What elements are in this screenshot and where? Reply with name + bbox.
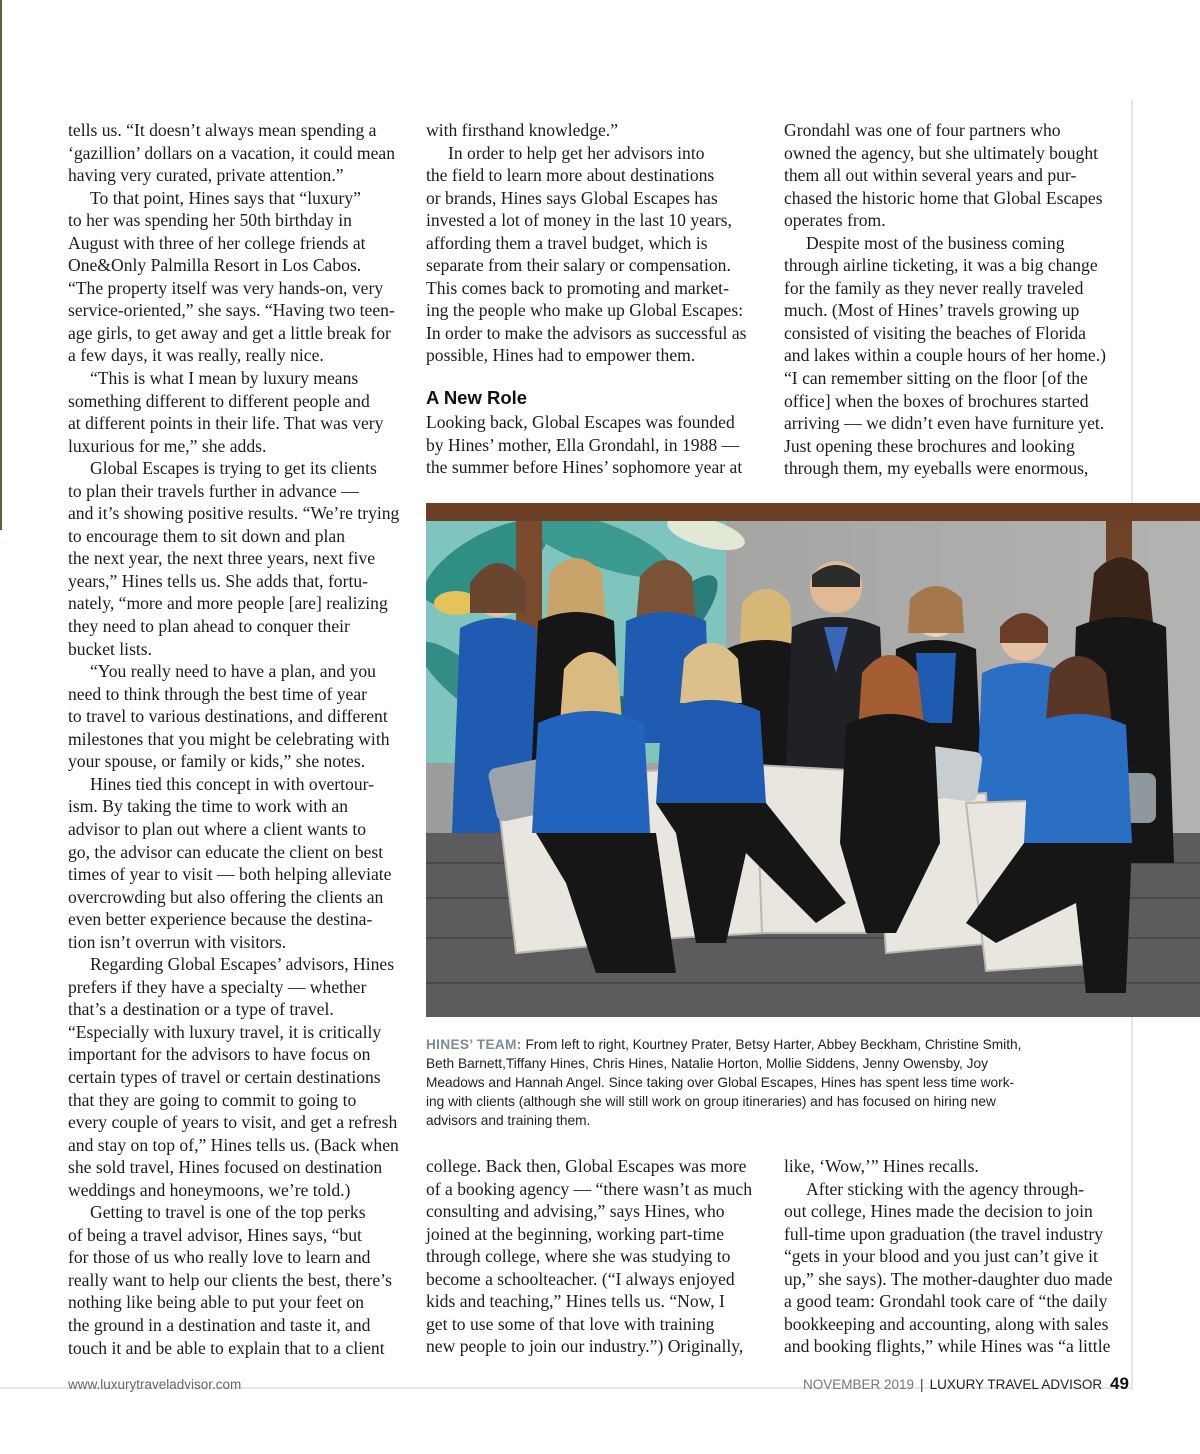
caption-line: ing with clients (although she will still work on group itineraries) and has focused on hiring new	[426, 1094, 996, 1109]
text-line: at different points in their life. That was very	[68, 413, 384, 434]
text-line: consisted of visiting the beaches of Florida	[784, 322, 1086, 343]
team-photo-illustration	[426, 503, 1200, 1017]
text-line: kids and teaching,” Hines tells us. “Now, I	[426, 1291, 725, 1312]
text-line: and lakes within a couple hours of her home.)	[784, 345, 1106, 366]
text-line: the next year, the next three years, next five	[68, 548, 376, 569]
text-line: To that point, Hines says that “luxury”	[90, 187, 361, 208]
text-line: In order to help get her advisors into	[448, 142, 705, 163]
section-subhead: A New Role	[426, 387, 528, 408]
text-line: overcrowding but also offering the clients an	[68, 886, 384, 907]
text-line: full-time upon graduation (the travel industry	[784, 1223, 1104, 1244]
text-line: like, ‘Wow,’” Hines recalls.	[784, 1156, 979, 1176]
text-line: touch it and be able to explain that to a client	[68, 1337, 385, 1358]
text-line: tells us. “It doesn’t always mean spending a	[68, 120, 377, 140]
text-line: years,” Hines tells us. She adds that, fortu-	[68, 570, 369, 591]
text-line: chased the historic home that Global Escapes	[784, 187, 1103, 208]
footer-separator: |	[920, 1377, 924, 1392]
text-line: through them, my eyeballs were enormous,	[784, 458, 1089, 479]
text-line: Despite most of the business coming	[806, 232, 1065, 253]
text-line: the summer before Hines’ sophomore year at	[426, 457, 743, 478]
text-line: Hines tied this concept in with overtour-	[90, 773, 375, 794]
text-line: One&Only Palmilla Resort in Los Cabos.	[68, 255, 362, 276]
text-line: In order to make the advisors as successful as	[426, 322, 747, 343]
text-line: with firsthand knowledge.”	[426, 120, 619, 140]
article-column-2	[426, 119, 762, 367]
text-line: “gets in your blood and you just can’t give it	[784, 1246, 1098, 1267]
text-line: that’s a destination or a type of travel.	[68, 999, 334, 1020]
text-line: Just opening these brochures and looking	[784, 435, 1075, 456]
caption-line: advisors and training them.	[426, 1113, 591, 1128]
caption-label: HINES’ TEAM:	[426, 1037, 522, 1052]
text-line: Regarding Global Escapes’ advisors, Hines	[90, 954, 395, 975]
text-line: go, the advisor can educate the client on best	[68, 841, 384, 862]
text-line: really want to help our clients the best, there’s	[68, 1269, 392, 1290]
spine-strip	[0, 0, 2, 530]
footer-url: www.luxurytraveladvisor.com	[68, 1377, 242, 1392]
text-line: for the family as they never really traveled	[784, 277, 1084, 298]
text-line: Grondahl was one of four partners who	[784, 120, 1061, 140]
text-line: of a booking agency — “there wasn’t as much	[426, 1178, 753, 1199]
text-line: tion isn’t overrun with visitors.	[68, 931, 287, 952]
text-line: to travel to various destinations, and different	[68, 706, 388, 727]
text-line: August with three of her college friends at	[68, 232, 366, 253]
text-line: through college, where she was studying to	[426, 1246, 731, 1267]
text-line: separate from their salary or compensation.	[426, 255, 731, 276]
text-line: Getting to travel is one of the top perks	[90, 1202, 366, 1223]
article-column-3-lower	[784, 1155, 1120, 1358]
text-line: to plan their travels further in advance —	[68, 480, 359, 501]
text-line: a few days, it was really, really nice.	[68, 345, 324, 366]
text-line: that they are going to commit to going to	[68, 1089, 357, 1110]
text-line: much. (Most of Hines’ travels growing up	[784, 300, 1080, 321]
caption-line: From left to right, Kourtney Prater, Betsy Harter, Abbey Beckham, Christine Smith,	[525, 1037, 1022, 1052]
text-line: This comes back to promoting and market-	[426, 277, 729, 298]
text-line: the field to learn more about destinations	[426, 165, 715, 186]
text-line: get to use some of that love with training	[426, 1313, 715, 1334]
text-line: office] when the boxes of brochures started	[784, 390, 1089, 411]
text-line: advisor to plan out where a client wants to	[68, 818, 367, 839]
text-line: become a schoolteacher. (“I always enjoyed	[426, 1268, 735, 1289]
footer-publication: LUXURY TRAVEL ADVISOR	[929, 1377, 1103, 1392]
article-column-2-continued	[426, 411, 762, 479]
text-line: “The property itself was very hands-on, very	[68, 277, 384, 298]
article-column-1	[68, 119, 404, 1359]
text-line: luxurious for me,” she adds.	[68, 435, 267, 456]
text-line: nothing like being able to put your feet on	[68, 1292, 365, 1313]
page-number: 49	[1110, 1374, 1129, 1393]
text-line: operates from.	[784, 210, 886, 231]
text-line: milestones that you might be celebrating with	[68, 728, 390, 749]
text-line: she sold travel, Hines focused on destination	[68, 1157, 383, 1178]
wood-beam	[426, 503, 1200, 521]
caption-line: Beth Barnett,Tiffany Hines, Chris Hines, Natalie Horton, Mollie Siddens, Jenny Owensby, Joy	[426, 1056, 988, 1071]
text-line: arriving — we didn’t even have furniture yet.	[784, 413, 1105, 434]
text-line: invested a lot of money in the last 10 years,	[426, 210, 732, 231]
article-column-3	[784, 119, 1120, 480]
text-line: Looking back, Global Escapes was founded	[426, 412, 735, 432]
text-line: even better experience because the destina-	[68, 909, 373, 930]
text-line: bookkeeping and accounting, along with sales	[784, 1313, 1109, 1334]
footer-date: NOVEMBER 2019	[803, 1377, 915, 1392]
text-line: owned the agency, but she ultimately bought	[784, 142, 1099, 163]
text-line: nately, “more and more people [are] realizing	[68, 593, 388, 614]
text-line: through airline ticketing, it was a big change	[784, 255, 1098, 276]
text-line: possible, Hines had to empower them.	[426, 345, 696, 366]
text-line: they need to plan ahead to conquer their	[68, 616, 350, 637]
text-line: service-oriented,” she says. “Having two teen-	[68, 300, 395, 321]
text-line: “You really need to have a plan, and you	[90, 661, 376, 682]
text-line: important for the advisors to have focus on	[68, 1044, 371, 1065]
text-line: prefers if they have a specialty — whether	[68, 976, 367, 997]
text-line: by Hines’ mother, Ella Grondahl, in 1988 —	[426, 434, 740, 455]
text-line: certain types of travel or certain destinations	[68, 1066, 381, 1087]
text-line: “This is what I mean by luxury means	[90, 368, 359, 389]
text-line: affording them a travel budget, which is	[426, 232, 708, 253]
text-line: of being a travel advisor, Hines says, “but	[68, 1224, 362, 1245]
text-line: ing the people who make up Global Escapes:	[426, 300, 744, 321]
text-line: need to think through the best time of year	[68, 683, 368, 704]
caption-line: Meadows and Hannah Angel. Since taking over Global Escapes, Hines has spent less time work-	[426, 1075, 1015, 1090]
text-line: times of year to visit — both helping alleviate	[68, 864, 392, 885]
text-line: ism. By taking the time to work with an	[68, 796, 349, 817]
text-line: After sticking with the agency through-	[806, 1178, 1085, 1199]
text-line: having very curated, private attention.”	[68, 165, 344, 186]
text-line: bucket lists.	[68, 638, 153, 659]
text-line: out college, Hines made the decision to join	[784, 1201, 1093, 1222]
text-line: your spouse, or family or kids,” she notes.	[68, 751, 366, 772]
text-line: joined at the beginning, working part-time	[426, 1223, 725, 1244]
photo-caption	[426, 1035, 1126, 1130]
text-line: “Especially with luxury travel, it is critically	[68, 1021, 382, 1042]
text-line: weddings and honeymoons, we’re told.)	[68, 1179, 351, 1200]
text-line: consulting and advising,” says Hines, who	[426, 1201, 725, 1222]
text-line: up,” she says). The mother-daughter duo made	[784, 1268, 1113, 1289]
text-line: college. Back then, Global Escapes was more	[426, 1156, 747, 1176]
text-line: to encourage them to sit down and plan	[68, 525, 346, 546]
text-line: new people to join our industry.”) Originally,	[426, 1336, 744, 1357]
text-line: something different to different people and	[68, 390, 370, 411]
text-line: and stay on top of,” Hines tells us. (Back when	[68, 1134, 399, 1155]
text-line: ‘gazillion’ dollars on a vacation, it could mean	[68, 142, 396, 163]
text-line: them all out within several years and pur-	[784, 165, 1077, 186]
text-line: a good team: Grondahl took care of “the daily	[784, 1291, 1108, 1312]
text-line: or brands, Hines says Global Escapes has	[426, 187, 718, 208]
team-photo	[426, 503, 1200, 1017]
text-line: for those of us who really love to learn and	[68, 1247, 371, 1268]
text-line: the ground in a destination and taste it, and	[68, 1314, 371, 1335]
text-line: “I can remember sitting on the floor [of the	[784, 368, 1088, 389]
text-line: Global Escapes is trying to get its clients	[90, 458, 377, 479]
text-line: every couple of years to visit, and get a refresh	[68, 1112, 398, 1133]
article-column-2-lower	[426, 1155, 762, 1358]
text-line: and it’s showing positive results. “We’re trying	[68, 503, 400, 524]
footer-issue	[803, 1377, 1102, 1397]
text-line: and booking flights,” while Hines was “a little	[784, 1336, 1111, 1357]
text-line: age girls, to get away and get a little break for	[68, 322, 391, 343]
text-line: to her was spending her 50th birthday in	[68, 210, 352, 231]
